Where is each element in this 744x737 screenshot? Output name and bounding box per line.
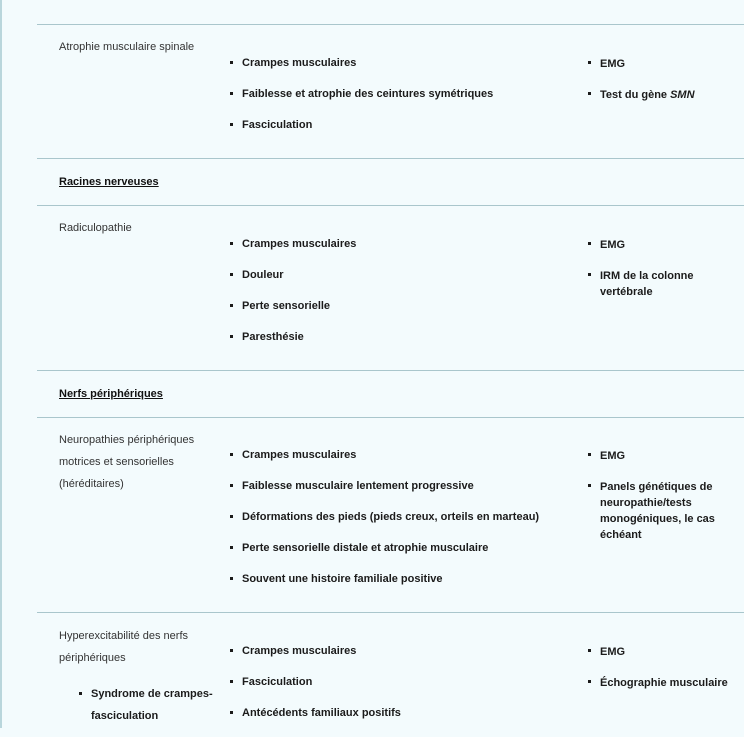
label-line: motrices et sensorielles xyxy=(59,456,174,468)
label-line: Neuropathies périphériques xyxy=(59,434,195,446)
row-label-radiculopathy: Radiculopathie xyxy=(59,222,132,234)
list-item: Paresthésie xyxy=(230,330,570,361)
list-item: Fasciculation xyxy=(230,118,570,149)
row-divider xyxy=(37,370,744,371)
row-divider xyxy=(37,158,744,159)
list-item: EMG xyxy=(588,644,744,660)
tests-list-hyperexcitability xyxy=(588,644,744,706)
gene-name: SMN xyxy=(670,89,695,101)
list-item: Crampes musculaires xyxy=(230,448,570,479)
label-line: Hyperexcitabilité des nerfs xyxy=(59,630,189,642)
list-item xyxy=(588,87,744,103)
list-item: Crampes musculaires xyxy=(230,56,570,87)
list-item: Panels génétiques de neuropathie/tests monogéniques, le cas échéant xyxy=(588,479,744,543)
list-item: Faiblesse et atrophie des ceintures symétriques xyxy=(230,87,570,118)
tests-list-neuropathy xyxy=(588,448,744,558)
section-heading-peripheral-nerves: Nerfs périphériques xyxy=(59,388,163,400)
label-line: périphériques xyxy=(59,652,126,664)
signs-list-radiculopathy xyxy=(230,237,570,361)
signs-list-hyperexcitability xyxy=(230,644,570,737)
list-item: Crampes musculaires xyxy=(230,237,570,268)
list-item: EMG xyxy=(588,448,744,464)
tests-list-sma xyxy=(588,56,744,118)
section-heading-nerve-roots: Racines nerveuses xyxy=(59,176,159,188)
row-divider xyxy=(37,612,744,613)
list-item: Déformations des pieds (pieds creux, orteils en marteau) xyxy=(230,510,570,541)
list-item: Échographie musculaire xyxy=(588,675,744,691)
label-line: (héréditaires) xyxy=(59,478,124,490)
list-item: Douleur xyxy=(230,268,570,299)
test-gene-text: Test du gène xyxy=(600,89,668,101)
signs-list-sma xyxy=(230,56,570,149)
list-item: Antécédents familiaux positifs xyxy=(230,706,570,737)
list-item: EMG xyxy=(588,237,744,253)
row-divider xyxy=(37,205,744,206)
list-item: Fasciculation xyxy=(230,675,570,706)
list-item: Faiblesse musculaire lentement progressive xyxy=(230,479,570,510)
list-item: Crampes musculaires xyxy=(230,644,570,675)
list-item: Perte sensorielle xyxy=(230,299,570,330)
list-item: IRM de la colonne vertébrale xyxy=(588,268,744,300)
list-item: Syndrome de crampes-fasciculation xyxy=(79,683,219,727)
row-divider xyxy=(37,417,744,418)
row-divider xyxy=(37,24,744,25)
list-item: EMG xyxy=(588,56,744,72)
row-label-sma: Atrophie musculaire spinale xyxy=(59,41,195,53)
row-label-hyperexcitability xyxy=(59,625,219,669)
row-label-neuropathy xyxy=(59,429,219,495)
signs-list-neuropathy xyxy=(230,448,570,603)
list-item: Souvent une histoire familiale positive xyxy=(230,572,570,603)
list-item: Perte sensorielle distale et atrophie musculaire xyxy=(230,541,570,572)
tests-list-radiculopathy xyxy=(588,237,744,315)
sub-list-hyperexcitability xyxy=(79,683,219,727)
